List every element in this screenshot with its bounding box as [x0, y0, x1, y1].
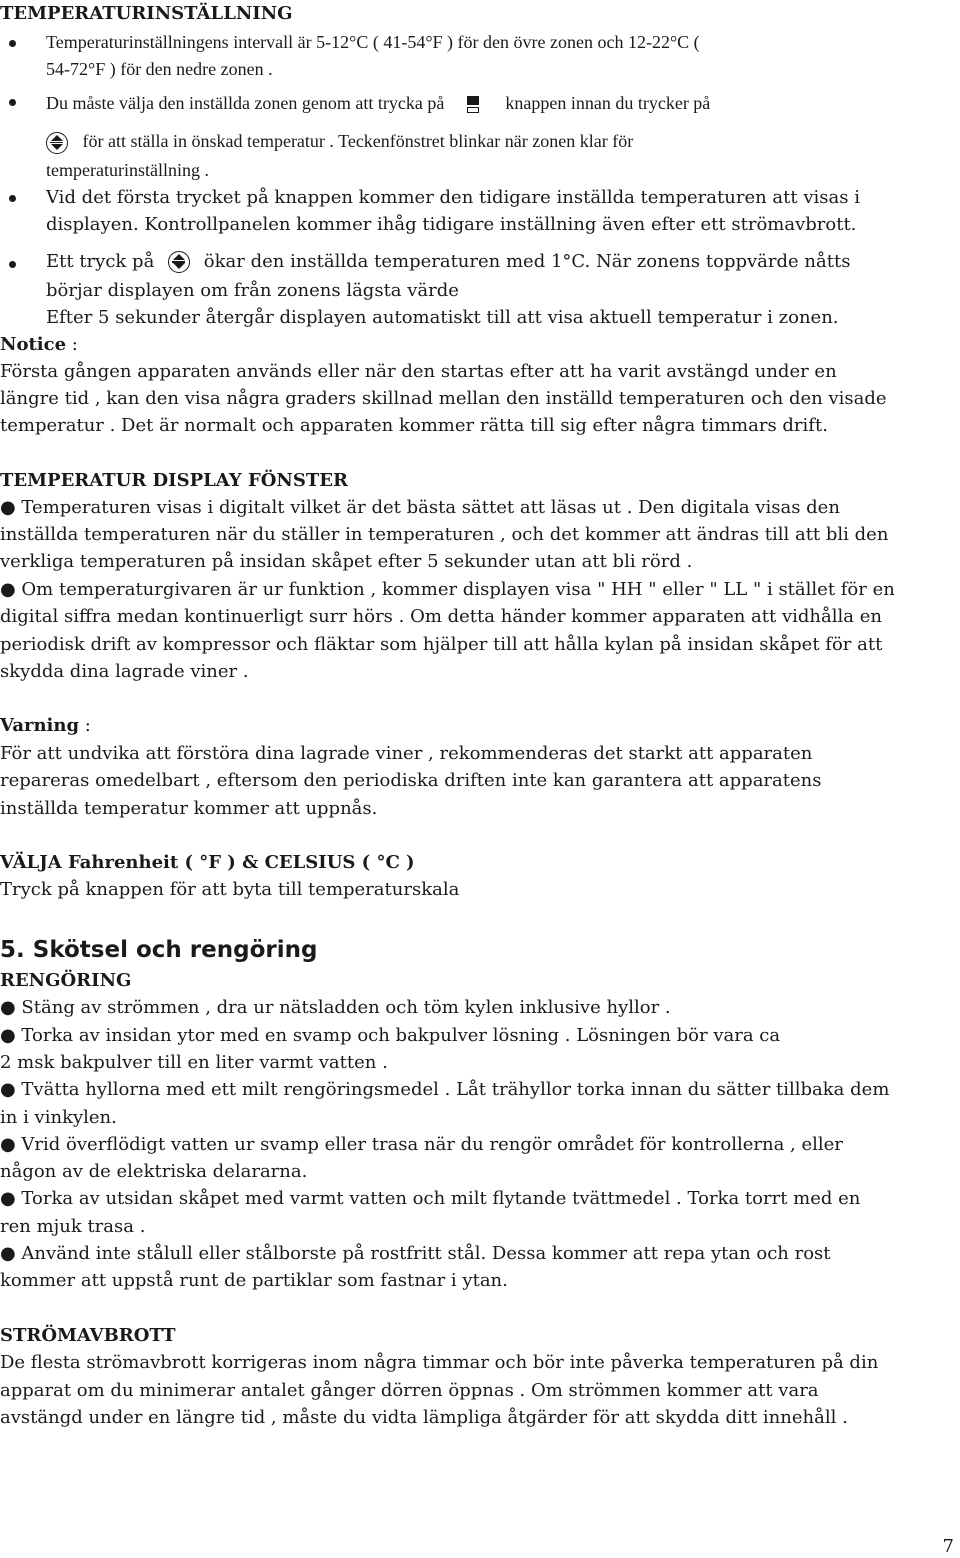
cleaning-line-3: 2 msk bakpulver till en liter varmt vatten .: [0, 1052, 388, 1073]
bullet-3-line-2: displayen. Kontrollpanelen kommer ihåg tidigare inställning även efter ett strömavbrott.: [46, 214, 857, 235]
fahrenheit-line-1: Tryck på knappen för att byta till temperaturskala: [0, 879, 460, 900]
bullet-4-line-3: Efter 5 sekunder återgår displayen automatiskt till att visa aktuell temperatur i zonen.: [46, 307, 839, 328]
notice-label: Notice :: [0, 334, 78, 355]
cleaning-line-2: ● Torka av insidan ytor med en svamp och bakpulver lösning . Lösningen bör vara ca: [0, 1025, 781, 1046]
warning-line-3: inställda temperatur kommer att uppnås.: [0, 798, 378, 819]
power-outage-line-1: De flesta strömavbrott korrigeras inom några timmar och bör inte påverka temperaturen på din: [0, 1352, 879, 1373]
cleaning-line-11: kommer att uppstå runt de partiklar som fastnar i ytan.: [0, 1270, 508, 1291]
notice-line-1: Första gången apparaten används eller när den startas efter att ha varit avstängd under en: [0, 361, 837, 382]
section-heading-fahrenheit-celsius: VÄLJA Fahrenheit ( °F ) & CELSIUS ( °C ): [0, 852, 415, 873]
bullet-2-line-2: [46, 128, 633, 155]
bullet-1-line-2: 54-72°F ) för den nedre zonen .: [46, 59, 273, 79]
bullet-4-line-2: börjar displayen om från zonens lägsta värde: [46, 280, 459, 301]
power-outage-line-3: avstängd under en längre tid , måste du vidta lämpliga åtgärder för att skydda ditt innehåll .: [0, 1407, 848, 1428]
bullet-2-text-c: för att ställa in önskad temperatur . Teckenfönstret blinkar när zonen klar för: [82, 131, 634, 151]
bullet-3-line-1: Vid det första trycket på knappen kommer den tidigare inställda temperaturen att visas i: [46, 187, 860, 208]
warning-line-1: För att undvika att förstöra dina lagrade viner , rekommenderas det starkt att apparaten: [0, 743, 813, 764]
bullet-4-text-b: ökar den inställda temperaturen med 1°C. När zonens toppvärde nåtts: [203, 251, 851, 272]
bullet-1-line-1: Temperaturinställningens intervall är 5-12°C ( 41-54°F ) för den övre zonen och 12-22°C (: [46, 32, 700, 52]
bullet-dot: [9, 99, 16, 106]
bullet-2-text-a: Du måste välja den inställda zonen genom att trycka på: [46, 93, 445, 113]
display-p2-line-2: digital siffra medan kontinuerligt surr hörs . Om detta händer kommer apparaten att vidhålla en: [0, 606, 882, 627]
section-heading-cleaning: RENGÖRING: [0, 970, 132, 991]
cleaning-line-6: ● Vrid överflödigt vatten ur svamp eller trasa när du rengör området för kontrollerna , eller: [0, 1134, 843, 1155]
cleaning-line-10: ● Använd inte stålull eller stålborste på rostfritt stål. Dessa kommer att repa ytan och rost: [0, 1243, 831, 1264]
cleaning-line-5: in i vinkylen.: [0, 1107, 117, 1128]
warning-label: Varning :: [0, 715, 91, 736]
section-heading-temperature-setting: TEMPERATURINSTÄLLNING: [0, 3, 293, 24]
cleaning-line-9: ren mjuk trasa .: [0, 1216, 146, 1237]
section-heading-power-outage: STRÖMAVBROTT: [0, 1325, 176, 1346]
bullet-dot: [9, 195, 16, 202]
bullet-2-line-3: temperaturinställning .: [46, 160, 209, 180]
display-p2-line-4: skydda dina lagrade viner .: [0, 661, 249, 682]
cleaning-line-7: någon av de elektriska delararna.: [0, 1161, 308, 1182]
temp-adjust-icon: [46, 132, 68, 154]
page-number: 7: [942, 1536, 954, 1557]
display-p2-line-1: ● Om temperaturgivaren är ur funktion , kommer displayen visa " HH " eller " LL " i stället för en: [0, 579, 895, 600]
display-p1-line-2: inställda temperaturen när du ställer in temperaturen , och det kommer att ändras till att bli den: [0, 524, 889, 545]
zone-select-icon: [465, 96, 481, 114]
notice-line-2: längre tid , kan den visa några graders skillnad mellan den inställd temperaturen och den visade: [0, 388, 887, 409]
bullet-4-text-a: Ett tryck på: [46, 251, 155, 272]
cleaning-line-8: ● Torka av utsidan skåpet med varmt vatten och milt flytande tvättmedel . Torka torrt med en: [0, 1188, 861, 1209]
power-outage-line-2: apparat om du minimerar antalet gånger dörren öppnas . Om strömmen kommer att vara: [0, 1380, 819, 1401]
notice-line-3: temperatur . Det är normalt och apparaten kommer rätta till sig efter några timmars drift.: [0, 415, 828, 436]
bullet-dot: [9, 40, 16, 47]
section-heading-display-window: TEMPERATUR DISPLAY FÖNSTER: [0, 470, 348, 491]
bullet-4-line-1: [46, 248, 850, 275]
display-p1-line-3: verkliga temperaturen på insidan skåpet efter 5 sekunder utan att bli rörd .: [0, 551, 693, 572]
display-p2-line-3: periodisk drift av kompressor och fläktar som hjälper till att hålla kylan på insidan skåpet för att: [0, 634, 883, 655]
display-p1-line-1: ● Temperaturen visas i digitalt vilket är det bästa sättet att läsas ut . Den digitala visas den: [0, 497, 840, 518]
temp-adjust-icon: [168, 251, 190, 273]
chapter-heading-care: 5. Skötsel och rengöring: [0, 937, 318, 963]
bullet-dot: [9, 261, 16, 268]
warning-line-2: repareras omedelbart , eftersom den periodiska driften inte kan garantera att apparatens: [0, 770, 822, 791]
cleaning-line-4: ● Tvätta hyllorna med ett milt rengöringsmedel . Låt trähyllor torka innan du sätter tillbaka dem: [0, 1079, 890, 1100]
bullet-2-text-b: knappen innan du trycker på: [505, 93, 711, 113]
cleaning-line-1: ● Stäng av strömmen , dra ur nätsladden och töm kylen inklusive hyllor .: [0, 997, 671, 1018]
bullet-2-line-1: [46, 90, 710, 117]
